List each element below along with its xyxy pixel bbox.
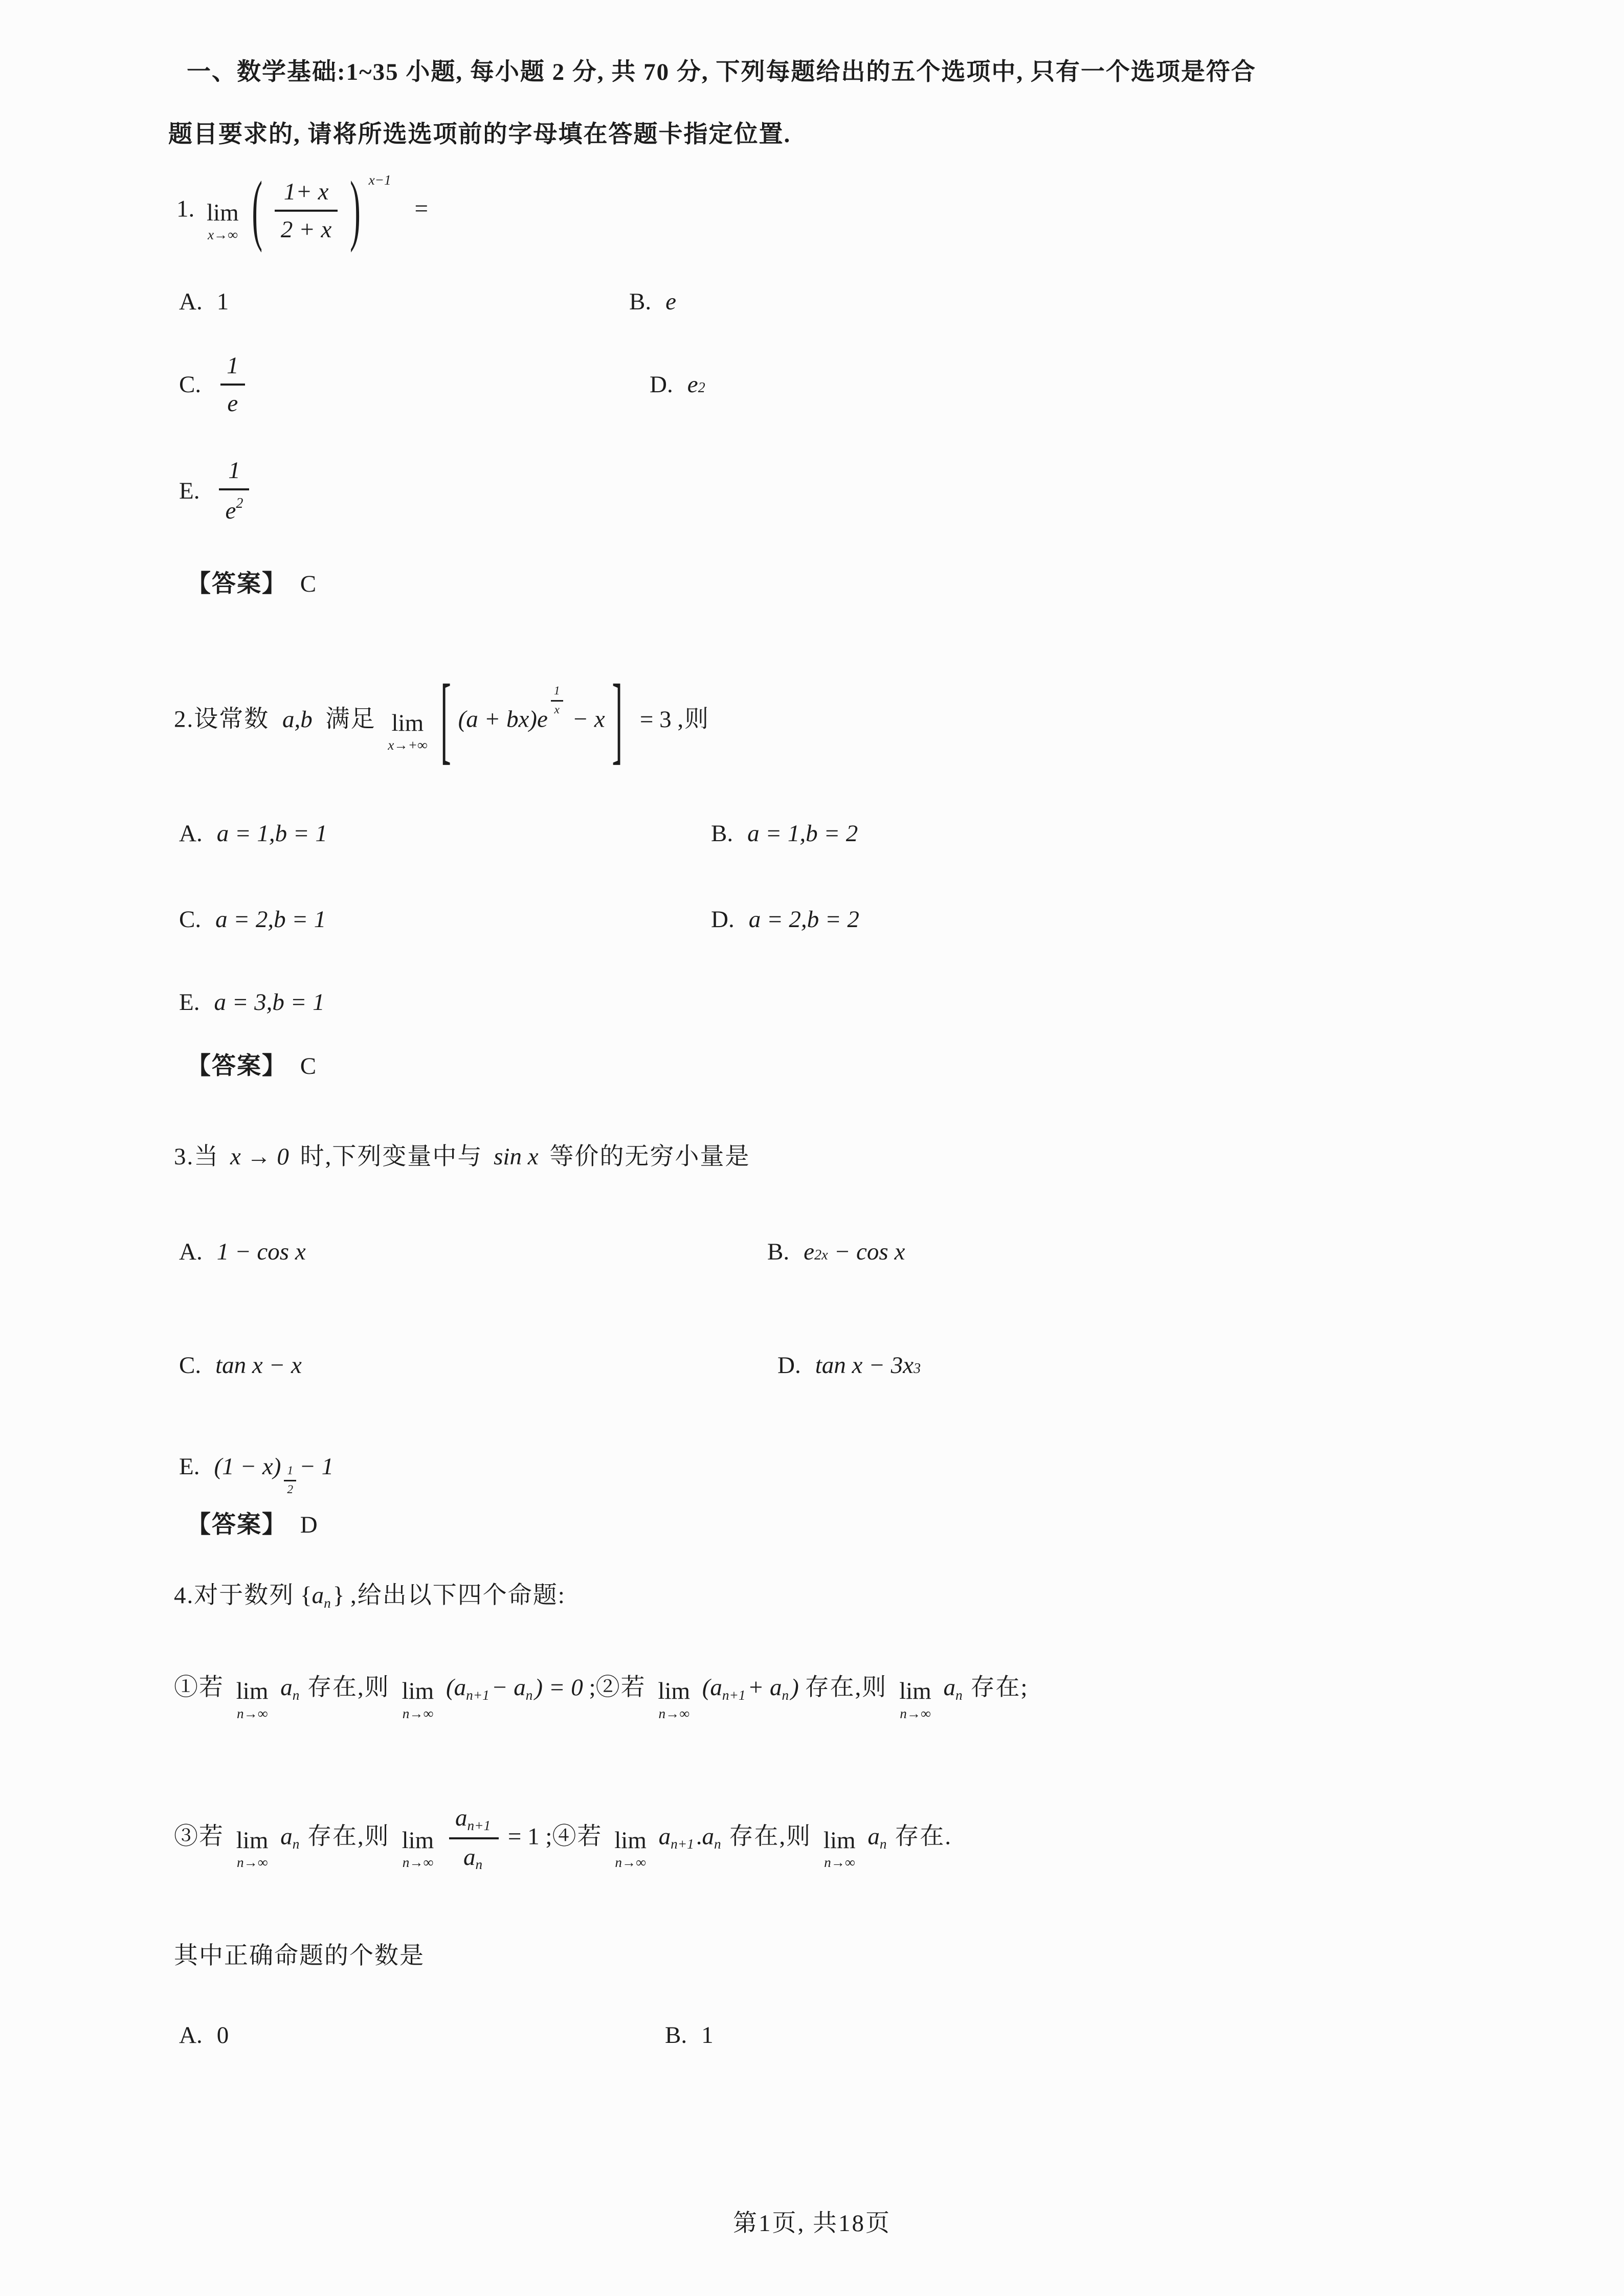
option-value: 1: [701, 2022, 714, 2049]
q3-text-pre: 3.当: [174, 1143, 219, 1170]
q4-propositions-1-2: [174, 1672, 1028, 1721]
q3-option-d: [777, 1350, 921, 1381]
option-base: e: [804, 1239, 814, 1265]
q1-answer: [187, 569, 316, 600]
q3-limit-expr: x → 0: [230, 1143, 289, 1170]
q3-text-post: 等价的无穷小量是: [549, 1143, 750, 1170]
prop4-head: ④若: [552, 1823, 603, 1850]
lim-word: lim: [236, 1678, 269, 1705]
fraction-denominator: x: [551, 700, 563, 716]
option-fraction: [220, 353, 245, 417]
separator: ;: [589, 1674, 596, 1701]
sequence-subscript: n: [324, 1595, 331, 1611]
prop3-eq: = 1: [507, 1823, 540, 1850]
term-a: a: [280, 1823, 293, 1850]
lim-word: lim: [402, 1678, 434, 1705]
lim-stack: [658, 1679, 690, 1721]
prop1-head: ①若: [174, 1674, 224, 1701]
den-sub: n: [475, 1857, 483, 1873]
option-superscript: 2: [698, 380, 705, 396]
sequence-symbol: a: [312, 1582, 324, 1609]
lim-stack: [402, 1679, 434, 1721]
answer-tag: 【答案】: [187, 571, 287, 597]
q4-question-line: 其中正确命题的个数是: [174, 1943, 425, 1969]
option-label: A.: [179, 2022, 203, 2049]
option-superscript: 3: [913, 1361, 921, 1377]
fraction-numerator: 1: [553, 684, 560, 697]
q1-option-a: [179, 286, 229, 318]
q3-sinx: sin x: [494, 1143, 539, 1170]
option-exponent-fraction: [284, 1465, 296, 1496]
prop3-text: 存在,则: [307, 1823, 390, 1850]
q2-option-c: [179, 904, 326, 935]
lim-word: lim: [207, 199, 239, 226]
open-brace: {: [300, 1582, 312, 1609]
lim-stack: [236, 1679, 269, 1721]
expr-mid: + a: [747, 1674, 782, 1701]
q1-option-b: [629, 286, 676, 318]
option-value: e: [665, 288, 676, 315]
lim-subscript: n→∞: [900, 1705, 931, 1721]
answer-letter: C: [300, 1053, 317, 1079]
option-fraction: [219, 458, 249, 525]
q4-option-b: [665, 2020, 714, 2051]
lim-subscript: n→∞: [236, 1855, 268, 1871]
expr-sub1: n+1: [722, 1687, 746, 1703]
expr-sub2: n: [525, 1687, 533, 1703]
q3-option-b: [767, 1236, 905, 1268]
expr-open: (a: [702, 1674, 722, 1701]
option-label: B.: [629, 288, 652, 315]
q1-number: 1.: [176, 195, 195, 222]
option-base: tan x − 3x: [815, 1352, 914, 1379]
option-label: B.: [711, 820, 733, 847]
option-value: 0: [216, 2022, 229, 2049]
option-label: D.: [711, 906, 735, 933]
fraction-numerator: 1: [287, 1464, 294, 1477]
option-rest: − 1: [299, 1453, 334, 1480]
den-base: e: [225, 497, 236, 524]
fraction-numerator: [449, 1805, 499, 1837]
option-value: tan x − x: [215, 1352, 302, 1379]
expr-close: ) = 0: [535, 1674, 583, 1701]
q2-answer: [187, 1051, 316, 1082]
q4-propositions-3-4: [174, 1805, 952, 1872]
fraction-numerator: 1+ x: [283, 178, 329, 205]
ratio-fraction: [449, 1805, 499, 1872]
option-label: E.: [179, 1453, 200, 1480]
prop2-text: 存在,则: [805, 1674, 887, 1701]
lim-subscript: n→∞: [615, 1855, 646, 1871]
separator: ;: [545, 1823, 552, 1850]
q2-option-a: [179, 818, 327, 849]
option-label: C.: [179, 371, 202, 398]
answer-tag: 【答案】: [187, 1512, 287, 1538]
option-label: D.: [650, 371, 673, 398]
q1-fraction: [275, 179, 338, 243]
lim-subscript: n→∞: [402, 1855, 434, 1871]
option-value: a = 1,b = 1: [216, 820, 327, 847]
option-value: a = 2,b = 1: [215, 906, 326, 933]
term-a3: a: [867, 1823, 880, 1850]
option-value: a = 1,b = 2: [747, 820, 858, 847]
lim-word: lim: [391, 709, 424, 736]
expr-close: ): [791, 1674, 799, 1701]
num-base: a: [455, 1805, 468, 1831]
prop4-end: 存在.: [895, 1823, 952, 1850]
option-value: a = 2,b = 2: [748, 906, 859, 933]
q2-option-e: [179, 987, 325, 1018]
close-brace: }: [332, 1582, 345, 1609]
q4-option-a: [179, 2020, 229, 2051]
term-a-sub: n: [292, 1836, 300, 1852]
lim-stack: [614, 1828, 647, 1870]
fraction-denominator: 2: [284, 1480, 296, 1496]
option-label: C.: [179, 906, 202, 933]
lim-subscript: n→∞: [658, 1705, 689, 1721]
lim-word: lim: [658, 1678, 691, 1705]
option-label: B.: [665, 2022, 687, 2049]
q4-text-post: ,给出以下四个命题:: [350, 1582, 566, 1609]
q2-text-pre: 2.设常数: [174, 706, 270, 733]
term-a2-sub: n: [714, 1836, 721, 1852]
q2-text-post: ,则: [677, 706, 710, 733]
lim-subscript: n→∞: [824, 1855, 855, 1871]
fraction-numerator: 1: [228, 457, 240, 484]
expr-mid: − a: [491, 1674, 526, 1701]
den-superscript: 2: [236, 495, 243, 511]
lim-stack: [402, 1828, 434, 1870]
q2-constants: a,b: [282, 706, 313, 733]
expr-open: (a: [446, 1674, 466, 1701]
question-2-stem: [174, 666, 710, 774]
option-label: C.: [179, 1352, 202, 1379]
q1-option-e: [179, 458, 254, 525]
question-1-stem: [176, 166, 428, 254]
close-bracket: ]: [612, 666, 623, 774]
q2-lim: [388, 711, 427, 753]
option-label: D.: [777, 1352, 801, 1379]
lim-stack: [899, 1679, 931, 1721]
question-3-stem: [174, 1141, 750, 1173]
prop4-text: 存在,则: [729, 1823, 812, 1850]
term-a1-sub: n+1: [671, 1836, 694, 1852]
lim-stack: [236, 1828, 269, 1870]
q1-equals: =: [414, 195, 428, 222]
q3-option-c: [179, 1350, 302, 1381]
q2-tail: − x: [572, 706, 605, 733]
header-line-2: 题目要求的, 请将所选选项前的字母填在答题卡指定位置.: [168, 121, 791, 148]
lim-subscript: n→∞: [236, 1705, 268, 1721]
open-bracket: [: [440, 666, 451, 774]
expr-sub1: n+1: [466, 1687, 490, 1703]
header-line-1: 一、数学基础:1~35 小题, 每小题 2 分, 共 70 分, 下列每题给出的五个选项中, 只有一个选项是符合: [187, 59, 1256, 85]
term-a-sub: n: [292, 1687, 300, 1703]
option-base: (1 − x): [214, 1453, 281, 1480]
den-base: a: [463, 1843, 476, 1871]
q2-equals: = 3: [639, 706, 672, 733]
lim-word: lim: [236, 1827, 269, 1854]
q3-text-mid: 时,下列变量中与: [300, 1143, 483, 1170]
fraction-numerator: 1: [227, 352, 239, 379]
lim-subscript: x→∞: [207, 227, 238, 243]
q2-option-b: [711, 818, 858, 849]
option-value: a = 3,b = 1: [214, 989, 325, 1016]
question-4-stem: [174, 1580, 566, 1612]
fraction-denominator: e: [220, 384, 245, 417]
q2-body: (a + bx)e: [458, 706, 548, 733]
option-label: A.: [179, 1239, 203, 1265]
answer-letter: D: [300, 1512, 318, 1538]
lim-word: lim: [823, 1827, 856, 1854]
footer-page-number: 第1页, 共18页: [733, 2210, 891, 2237]
section-header: [168, 41, 1465, 166]
expr-sub2: n: [782, 1687, 789, 1703]
prop3-head: ③若: [174, 1823, 224, 1850]
lim-subscript: n→∞: [402, 1705, 434, 1721]
q3-option-a: [179, 1236, 306, 1268]
term-a3-sub: n: [879, 1836, 887, 1852]
option-value: 1 − cos x: [216, 1239, 306, 1265]
dot: .: [696, 1823, 702, 1850]
num-sub: n+1: [467, 1817, 491, 1833]
prop2-end: 存在;: [970, 1674, 1029, 1701]
q1-lim: [207, 200, 239, 242]
term-a1: a: [658, 1823, 671, 1850]
option-label: B.: [767, 1239, 790, 1265]
fraction-denominator: [219, 488, 249, 525]
answer-tag: 【答案】: [187, 1053, 287, 1079]
lim-word: lim: [614, 1827, 647, 1854]
prop1-text: 存在,则: [307, 1674, 390, 1701]
lim-stack: [824, 1828, 856, 1870]
prop2-head: ②若: [595, 1674, 646, 1701]
term-a: a: [280, 1674, 293, 1701]
option-base: e: [687, 371, 698, 398]
q1-exponent: x−1: [368, 172, 391, 188]
q1-option-c: [179, 353, 250, 417]
term-a: a: [943, 1674, 955, 1701]
term-a-sub: n: [955, 1687, 963, 1703]
option-superscript: 2x: [814, 1247, 828, 1263]
q3-answer: [187, 1510, 318, 1541]
option-label: A.: [179, 288, 203, 315]
q2-text-mid: 满足: [325, 706, 376, 733]
option-label: A.: [179, 820, 203, 847]
close-paren: ): [350, 166, 361, 254]
option-label: E.: [179, 989, 200, 1016]
q2-option-d: [711, 904, 859, 935]
fraction-denominator: 2 + x: [275, 210, 338, 243]
open-paren: (: [252, 166, 263, 254]
lim-word: lim: [899, 1678, 931, 1705]
lim-word: lim: [402, 1827, 434, 1854]
option-rest: − cos x: [834, 1239, 905, 1265]
q4-text-pre: 4.对于数列: [174, 1582, 295, 1609]
lim-subscript: x→+∞: [388, 737, 428, 753]
q2-exponent-fraction: [551, 685, 563, 716]
answer-letter: C: [300, 571, 317, 597]
q3-option-e: [179, 1451, 333, 1496]
term-a2: a: [702, 1823, 715, 1850]
fraction-denominator: [449, 1837, 499, 1873]
option-label: E.: [179, 477, 200, 504]
option-value: 1: [216, 288, 229, 315]
q1-option-d: [650, 369, 705, 400]
